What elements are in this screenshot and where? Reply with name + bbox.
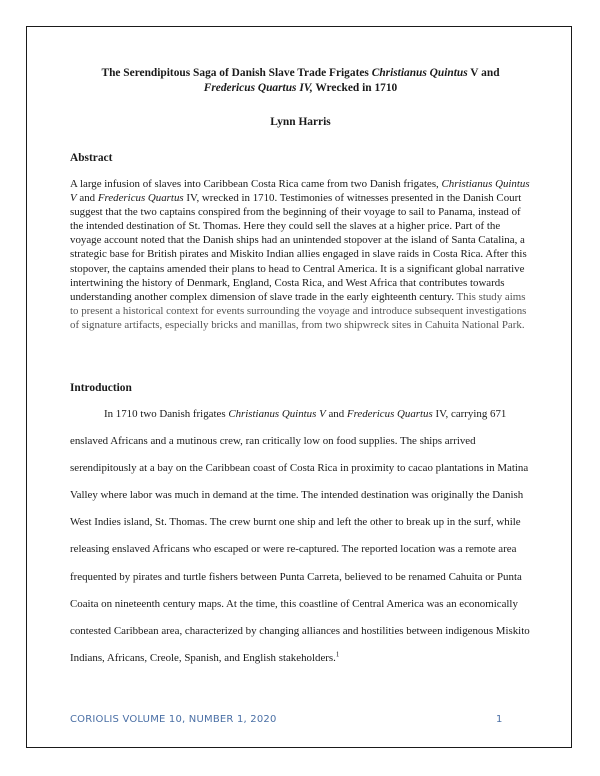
abstract-heading: Abstract xyxy=(70,152,113,164)
introduction-heading: Introduction xyxy=(70,382,132,394)
introduction-body: In 1710 two Danish frigates Christianus Quintus V and Fredericus Quartus IV, carrying 671 enslaved Africans and a mutinous crew, ran critically low on food supplies. The ships arrived serendipitously at a bay on the Caribbean coast of Costa Rica in proximity to cacao plantations in Matina Valley where labor was much in demand at the time. The intended destination was originally the Danish West Indies island, St. Thomas. The crew burnt one ship and left the other to break up in the surf, while releasing enslaved Africans who escaped or were re-captured. The reported location was a remote area frequented by pirates and turtle fishers between Punta Carreta, believed to be renamed Cahuita or Punta Coaita on nineteenth century maps. At the time, this coastline of Central America was an economically contested Caribbean area, characterized by changing alliances and hostilities between indigenous Miskito Indians, Africans, Creole, Spanish, and English stakeholders.$^1$ xyxy=(70,408,530,664)
paper-title: The Serendipitous Saga of Danish Slave Trade Frigates Christianus Quintus V and Fredericus Quartus IV, Wrecked in 1710 xyxy=(101,67,500,94)
journal-footer: CORIOLIS VOLUME 10, NUMBER 1, 2020 xyxy=(70,714,277,725)
page-number: 1 xyxy=(496,714,503,725)
abstract-body: A large infusion of slaves into Caribbean Costa Rica came from two Danish frigates, Christianus Quintus V and Fredericus Quartus IV, wrecked in 1710. Testimonies of witnesses presented in the Danish Court suggest that the two captains conspired from the beginning of their voyage to sail to Panama, instead of the intended destination of St. Thomas. Here they could sell the slaves at a higher price. Part of the voyage account noted that the Danish ships had an unintended stopover at the island of Santa Catalina, a strategic base for British pirates and Miskito Indian allies engaged in slave raids in Costa Rica. After this stopover, the captains amended their plans to head to Central America. It is a significant global narrative intertwining the history of Denmark, England, Costa Rica, and West Africa that contributes towards understanding another complex dimension of slave trade in the early eighteenth century. This study aims to present a historical context for events surrounding the voyage and introduce subsequent investigations of signature artifacts, especially bricks and manillas, from two shipwreck sites in Cahuita National Park. xyxy=(70,178,530,331)
title-block xyxy=(70,66,531,130)
footnote-marker[interactable]: 1 xyxy=(335,650,340,659)
author-name: Lynn Harris xyxy=(270,116,331,128)
